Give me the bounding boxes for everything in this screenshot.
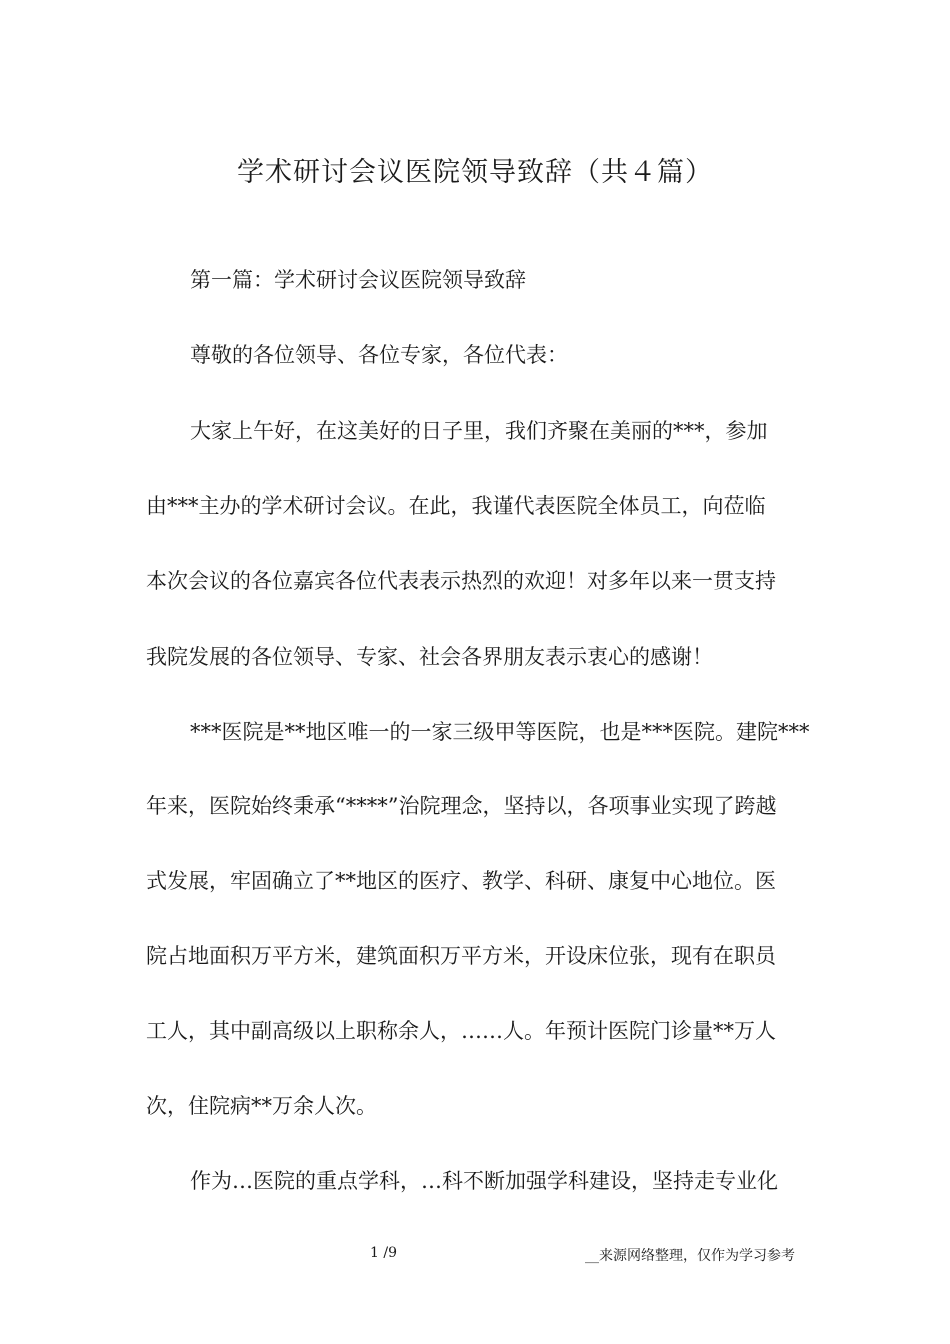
- document-title: 学术研讨会议医院领导致辞（共４篇）: [237, 157, 713, 188]
- body-line: 我院发展的各位领导、专家、社会各界朋友表示衷心的感谢！: [146, 645, 713, 669]
- section-heading: 第一篇：学术研讨会议医院领导致辞: [190, 268, 526, 292]
- body-line: 工人，其中副高级以上职称余人，……人。年预计医院门诊量**万人: [146, 1019, 776, 1043]
- page-number: 1 /9: [370, 1245, 397, 1261]
- body-line: 本次会议的各位嘉宾各位代表表示热烈的欢迎！对多年以来一贯支持: [146, 569, 776, 593]
- body-line: 年来，医院始终秉承“****”治院理念，坚持以，各项事业实现了跨越: [146, 794, 777, 818]
- body-line: 由***主办的学术研讨会议。在此，我谨代表医院全体员工，向莅临: [146, 494, 766, 518]
- salutation: 尊敬的各位领导、各位专家，各位代表：: [190, 343, 568, 367]
- body-line: 式发展，牢固确立了**地区的医疗、教学、科研、康复中心地位。医: [146, 869, 776, 893]
- body-line: 大家上午好，在这美好的日子里，我们齐聚在美丽的***，参加: [190, 419, 768, 443]
- body-line: 院占地面积万平方米，建筑面积万平方米，开设床位张，现有在职员: [146, 944, 776, 968]
- body-line: ***医院是**地区唯一的一家三级甲等医院，也是***医院。建院***: [190, 720, 810, 744]
- body-line: 作为…医院的重点学科，…科不断加强学科建设，坚持走专业化: [190, 1169, 778, 1193]
- body-line: 次，住院病**万余人次。: [146, 1094, 377, 1118]
- footer-note: __来源网络整理，仅作为学习参考: [585, 1248, 795, 1264]
